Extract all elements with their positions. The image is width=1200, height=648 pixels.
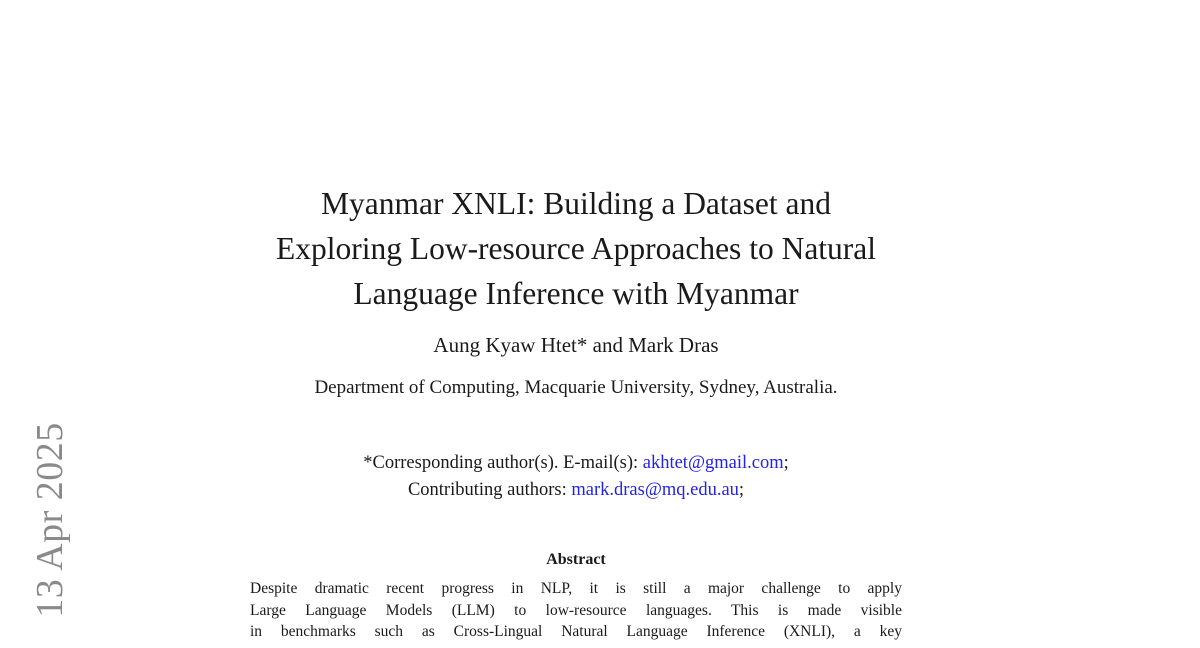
author-list: Aung Kyaw Htet* and Mark Dras: [433, 333, 719, 357]
abstract-line: in benchmarks such as Cross-Lingual Natural Language Inference (XNLI), a key: [250, 623, 902, 640]
affiliation: Department of Computing, Macquarie University, Sydney, Australia.: [314, 377, 838, 398]
title-line: Language Inference with Myanmar: [353, 276, 799, 312]
contributing-authors-prefix: Contributing authors:: [407, 480, 572, 500]
arxiv-side-stamp: 13 Apr 2025: [29, 422, 71, 618]
contributing-authors-line: [200, 477, 952, 504]
contributing-email-link[interactable]: mark.dras@mq.edu.au: [571, 480, 739, 500]
corresponding-author-line: [200, 450, 952, 477]
paper-title: [200, 181, 952, 316]
corresponding-author-suffix: ;: [783, 453, 789, 473]
corresponding-email-link[interactable]: akhtet@gmail.com: [642, 453, 784, 473]
abstract-line: Despite dramatic recent progress in NLP, it is still a major challenge to apply: [250, 580, 902, 597]
correspondence-block: [200, 450, 952, 504]
abstract-body: [250, 578, 902, 643]
abstract-heading: Abstract: [546, 551, 606, 568]
title-line: Myanmar XNLI: Building a Dataset and: [321, 186, 831, 222]
corresponding-author-prefix: *Corresponding author(s). E-mail(s):: [363, 453, 643, 473]
abstract-line: Large Language Models (LLM) to low-resource languages. This is made visible: [250, 601, 902, 619]
contributing-authors-suffix: ;: [738, 480, 745, 500]
title-line: Exploring Low-resource Approaches to Natural: [275, 231, 877, 267]
